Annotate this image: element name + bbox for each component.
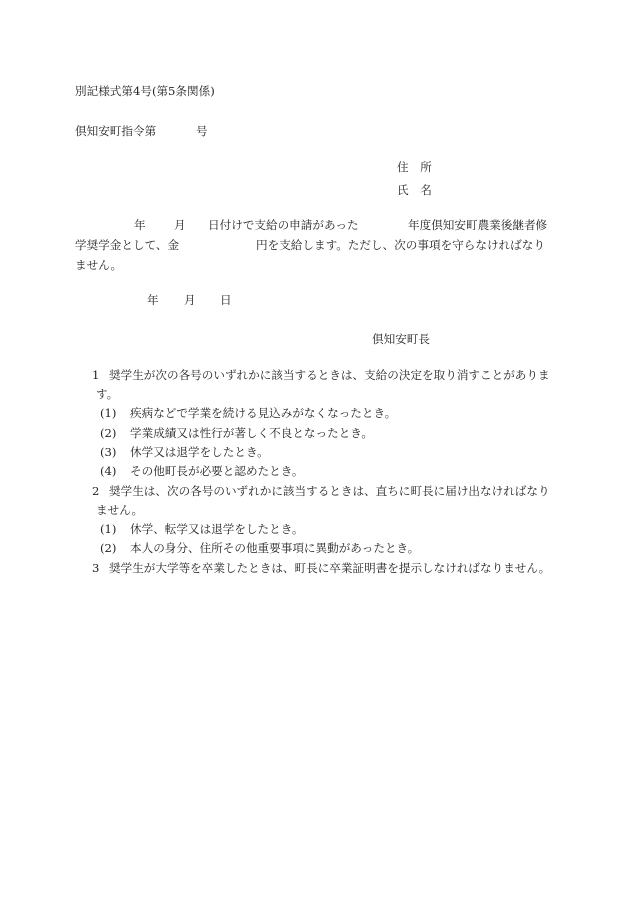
condition-text: 奨学生は、次の各号のいずれかに該当するときは、直ちに町長に届け出なければなり: [109, 484, 550, 498]
subitem-text: 休学、転学又は退学をしたとき。: [130, 522, 304, 536]
date-year: 年: [147, 293, 159, 307]
body-line2-tail: 円を支給します。ただし、次の事項を守らなければなり: [256, 238, 545, 252]
condition-number: 1: [92, 368, 100, 382]
subitem-number: (1): [100, 522, 117, 536]
subitem-text: 疾病などで学業を続ける見込みがなくなったとき。: [130, 406, 397, 420]
body-line1-day-text: 日付けで支給の申請があった: [208, 218, 359, 232]
subitem-text: 休学又は退学をしたとき。: [130, 445, 269, 459]
condition-text: 奨学生が大学等を卒業したときは、町長に卒業証明書を提示しなければなりません。: [109, 561, 551, 575]
condition-number: 3: [92, 561, 100, 575]
address-label: 住 所: [397, 160, 432, 174]
body-line3: ません。: [75, 258, 123, 272]
directive-number-prefix: 倶知安町指令第: [75, 124, 157, 138]
subitem-text: 本人の身分、住所その他重要事項に異動があったとき。: [130, 541, 420, 555]
body-line1-tail: 年度倶知安町農業後継者修: [408, 218, 548, 232]
condition-text: 奨学生が次の各号のいずれかに該当するときは、支給の決定を取り消すことがありま: [109, 368, 550, 382]
signatory: 倶知安町長: [372, 332, 430, 346]
subitem-text: その他町長が必要と認めたとき。: [130, 464, 304, 478]
form-label: 別記様式第4号(第5条関係): [75, 84, 215, 98]
subitem-number: (2): [100, 426, 117, 440]
condition-number: 2: [92, 484, 100, 498]
subitem-number: (2): [100, 541, 117, 555]
subitem-number: (1): [100, 406, 117, 420]
body-line2-head: 学奨学金として、金: [75, 238, 180, 252]
name-label: 氏 名: [397, 183, 432, 197]
condition-text-continued: す。: [96, 387, 119, 401]
subitem-number: (4): [100, 464, 117, 478]
subitem-text: 学業成績又は性行が著しく不良となったとき。: [130, 426, 374, 440]
subitem-number: (3): [100, 445, 117, 459]
date-month: 月: [184, 293, 196, 307]
body-line1-month: 月: [174, 218, 186, 232]
date-day: 日: [220, 293, 232, 307]
body-line1-year: 年: [134, 218, 146, 232]
directive-number-suffix: 号: [196, 124, 208, 138]
condition-text-continued: ません。: [96, 503, 144, 517]
